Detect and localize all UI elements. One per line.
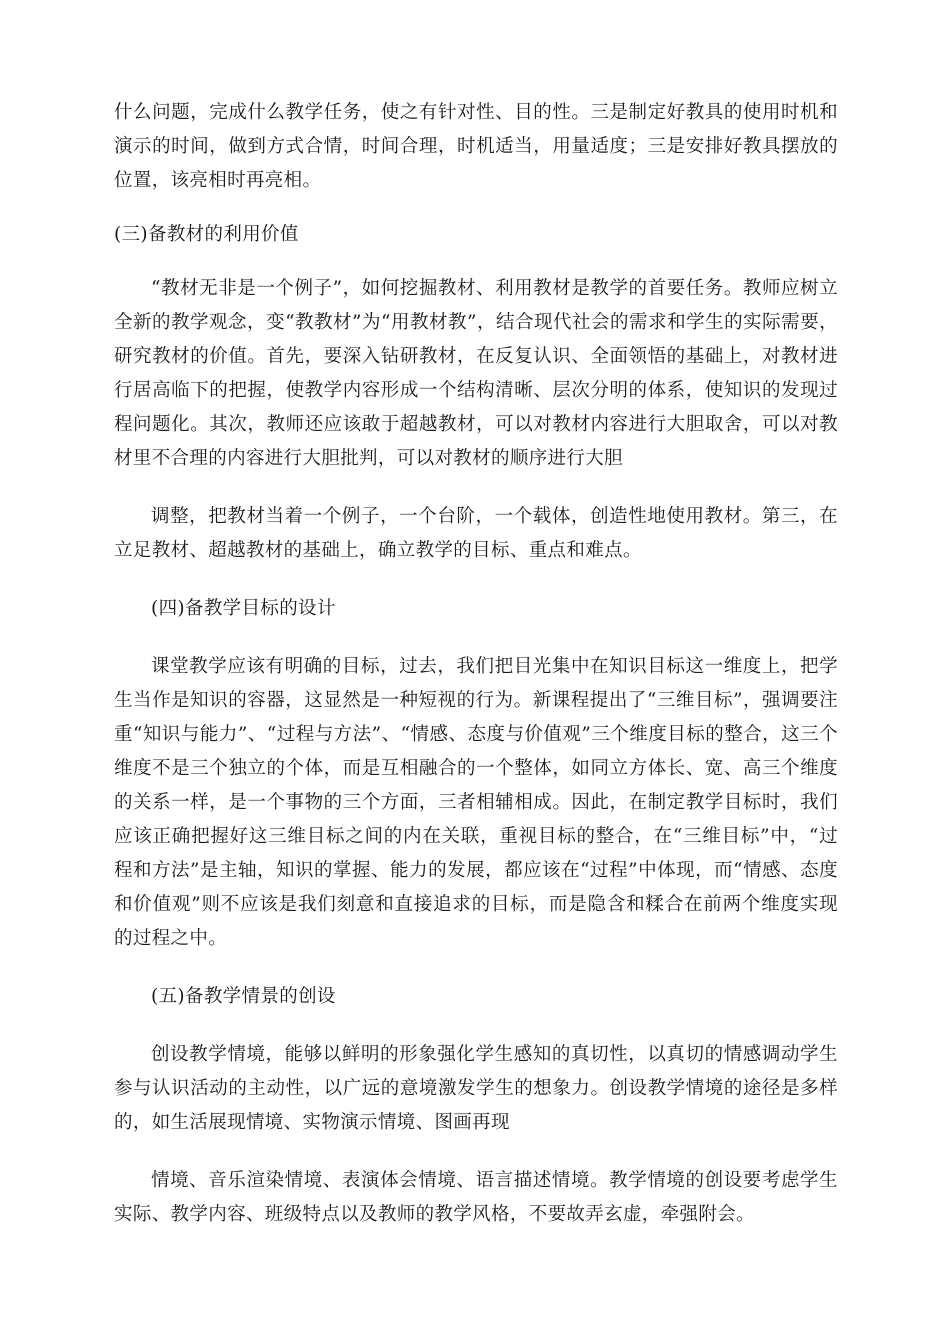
paragraph-teaching-scenario-continued: 情境、音乐渲染情境、表演体会情境、语言描述情境。教学情境的创设要考虑学生实际、教学内容、班级特点以及教师的教学风格，不要故弄玄虚，牵强附会。: [114, 1170, 838, 1225]
section-heading-5: (五)备教学情景的创设: [151, 986, 336, 1007]
paragraph-teaching-aids-continued: 什么问题，完成什么教学任务，使之有针对性、目的性。三是制定好教具的使用时机和演示的时间，做到方式合情，时间合理，时机适当，用量适度；三是安排好教具摆放的位置，该亮相时再亮相。: [114, 102, 838, 191]
section-heading-4: (四)备教学目标的设计: [151, 598, 336, 619]
paragraph-teaching-goals: 课堂教学应该有明确的目标，过去，我们把目光集中在知识目标这一维度上，把学生当作是知识的容器，这显然是一种短视的行为。新课程提出了“三维目标”，强调要注重“知识与能力”、“过程与方法”、“情感、态度与价值观”三个维度目标的整合，这三个维度不是三个独立的个体，而是互相融合的一个整体，如同立方体长、宽、高三个维度的关系一样，是一个事物的三个方面，三者相辅相成。因此，在制定教学目标时，我们应该正确把握好这三维目标之间的内在关联，重视目标的整合，在“三维目标”中，“过程和方法”是主轴，知识的掌握、能力的发展，都应该在“过程”中体现，而“情感、态度和价值观”则不应该是我们刻意和直接追求的目标，而是隐含和糅合在前两个维度实现的过程之中。: [114, 656, 838, 949]
paragraph-textbook-adjust: 调整，把教材当着一个例子，一个台阶，一个载体，创造性地使用教材。第三，在立足教材、超越教材的基础上，确立教学的目标、重点和难点。: [114, 506, 838, 561]
paragraph-teaching-scenario: 创设教学情境，能够以鲜明的形象强化学生感知的真切性，以真切的情感调动学生参与认识活动的主动性，以广远的意境激发学生的想象力。创设教学情境的途径是多样的，如生活展现情境、实物演示情境、图画再现: [114, 1044, 838, 1133]
document-page: [114, 96, 838, 1232]
section-heading-3: (三)备教材的利用价值: [114, 224, 299, 245]
paragraph-textbook-value: “教材无非是一个例子”，如何挖掘教材、利用教材是教学的首要任务。教师应树立全新的教学观念，变“教教材”为“用教材教”，结合现代社会的需求和学生的实际需要，研究教材的价值。首先，要深入钻研教材，在反复认识、全面领悟的基础上，对教材进行居高临下的把握，使教学内容形成一个结构清晰、层次分明的体系，使知识的发现过程问题化。其次，教师还应该敢于超越教材，可以对教材内容进行大胆取舍，可以对教材里不合理的内容进行大胆批判，可以对教材的顺序进行大胆: [114, 278, 838, 469]
